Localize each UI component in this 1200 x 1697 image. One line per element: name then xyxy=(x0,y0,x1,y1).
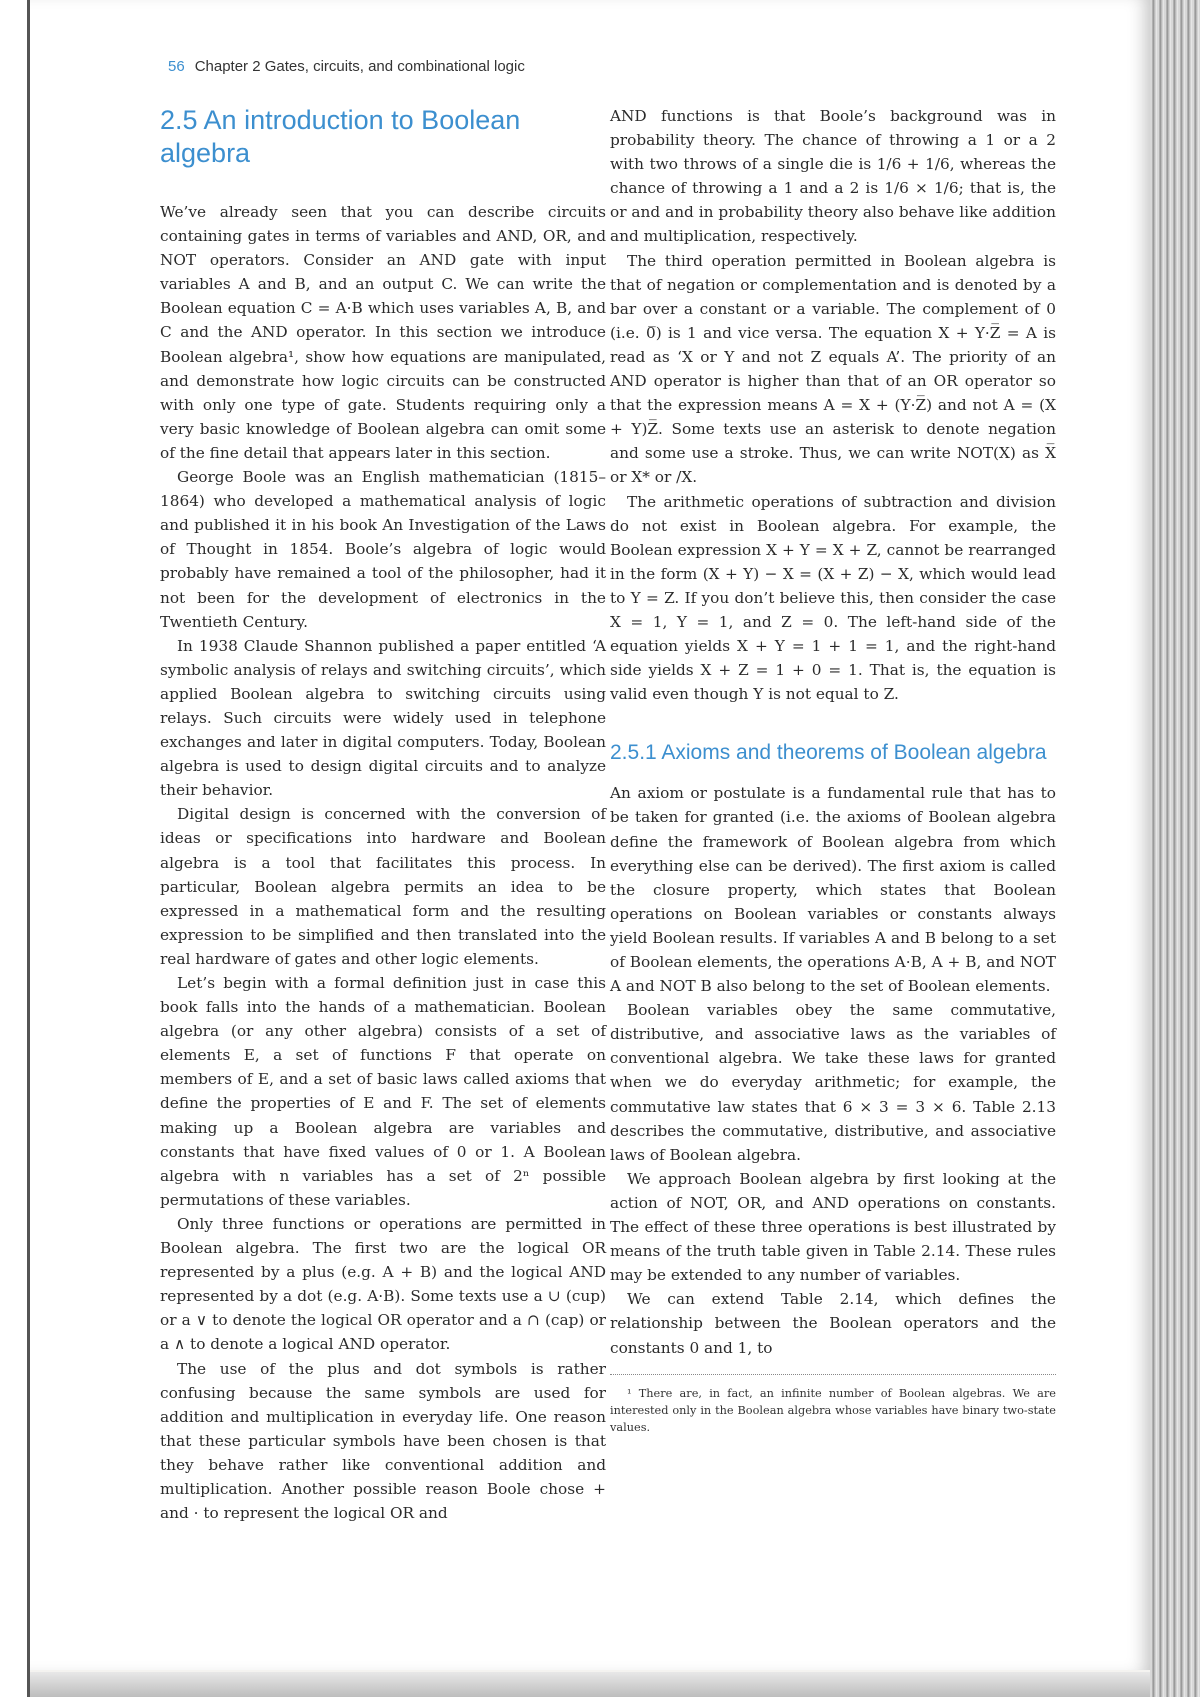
running-head xyxy=(168,58,525,75)
right-column xyxy=(610,104,1056,1436)
paragraph: The arithmetic operations of subtraction and division do not exist in Boolean algebra. For example, the Boolean expression X + Y = X + Z, cannot be rearranged in the form (X + Y) − X = (X + Z) − X, which would lead to Y = Z. If you don’t believe this, then consider the case X = 1, Y = 1, and Z = 0. The left-hand side of the equation yields X + Y = 1 + 1 = 1, and the right-hand side yields X + Z = 1 + 0 = 1. That is, the equation is valid even though Y is not equal to Z. xyxy=(610,492,1056,704)
paragraph: The third operation permitted in Boolean algebra is that of negation or complementation and is denoted by a bar over a constant or a variable. The complement of 0 (i.e. 0̅) is 1 and vice versa. The equation X + Y·Z̅ = A is read as ‘X or Y and not Z equals A’. The priority of an AND operator is higher than that of an OR operator so that the expression means A = X + (Y·Z̅) and not A = (X + Y)Z̅. Some texts use an asterisk to denote negation and some use a stroke. Thus, we can write NOT(X) as X̅ or X* or /X. xyxy=(610,251,1056,487)
paragraph: Let’s begin with a formal definition just in case this book falls into the hands of a mathematician. Boolean algebra (or any other algebra) consists of a set of elements E, a set of functions F that operate on members of E, and a set of basic laws called axioms that define the properties of E and F. The set of elements making up a Boolean algebra are variables and constants that have fixed values of 0 or 1. A Boolean algebra with n variables has a set of 2ⁿ possible permutations of these variables. xyxy=(160,974,606,1209)
left-column xyxy=(160,104,606,1525)
chapter-title: Chapter 2 Gates, circuits, and combinational logic xyxy=(194,58,525,75)
paragraph: The use of the plus and dot symbols is rather confusing because the same symbols are used for addition and multiplication in everyday life. One reason that these particular symbols have been chosen is that they behave rather like conventional addition and multiplication. Another possible reason Boole chose + and · to represent the logical OR and xyxy=(160,1359,606,1523)
paragraph: Only three functions or operations are permitted in Boolean algebra. The first two are the logical OR represented by a plus (e.g. A + B) and the logical AND represented by a dot (e.g. A·B). Some texts use a ∪ (cup) or a ∨ to denote the logical OR operator and a ∩ (cap) or a ∧ to denote a logical AND operator. xyxy=(160,1214,606,1354)
scan-left-edge xyxy=(0,0,30,1697)
page-number: 56 xyxy=(168,58,185,75)
footnote-divider xyxy=(610,1374,1056,1375)
paragraph: We approach Boolean algebra by first looking at the action of NOT, OR, and AND operations on constants. The effect of these three operations is best illustrated by means of the truth table given in Table 2.14. These rules may be extended to any number of variables. xyxy=(610,1169,1056,1285)
subsection-heading: 2.5.1 Axioms and theorems of Boolean algebra xyxy=(610,741,1047,765)
paragraph: We’ve already seen that you can describe circuits containing gates in terms of variables and AND, OR, and NOT operators. Consider an AND gate with input variables A and B, and an output C. We can write the Boolean equation C = A·B which uses variables A, B, and C and the AND operator. In this section we introduce Boolean algebra¹, show how equations are manipulated, and demonstrate how logic circuits can be constructed with only one type of gate. Students requiring only a very basic knowledge of Boolean algebra can omit some of the fine detail that appears later in this section. xyxy=(160,203,606,462)
paragraph: In 1938 Claude Shannon published a paper entitled ‘A symbolic analysis of relays and switching circuits’, which applied Boolean algebra to switching circuits using relays. Such circuits were widely used in telephone exchanges and later in digital computers. Today, Boolean algebra is used to design digital circuits and to analyze their behavior. xyxy=(160,636,606,800)
footnote: ¹ There are, in fact, an infinite number of Boolean algebras. We are interested only in the Boolean algebra whose variables have binary two-state values. xyxy=(610,1386,1056,1434)
paragraph: Digital design is concerned with the conversion of ideas or specifications into hardware and Boolean algebra is a tool that facilitates this process. In particular, Boolean algebra permits an idea to be expressed in a mathematical form and the resulting expression to be simplified and then translated into the real hardware of gates and other logic elements. xyxy=(160,805,606,968)
paragraph: An axiom or postulate is a fundamental rule that has to be taken for granted (i.e. the axioms of Boolean algebra define the framework of Boolean algebra from which everything else can be derived). The first axiom is called the closure property, which states that Boolean operations on Boolean variables or constants always yield Boolean results. If variables A and B belong to a set of Boolean elements, the operations A·B, A + B, and NOT A and NOT B also belong to the set of Boolean elements. xyxy=(610,784,1056,996)
paragraph: George Boole was an English mathematician (1815–1864) who developed a mathematical analysis of logic and published it in his book An Investigation of the Laws of Thought in 1854. Boole’s algebra of logic would probably have remained a tool of the philosopher, had it not been for the development of electronics in the Twentieth Century. xyxy=(160,468,606,631)
book-page xyxy=(30,0,1150,1670)
section-heading: 2.5 An introduction to Boolean algebra xyxy=(160,105,521,168)
paragraph: AND functions is that Boole’s background was in probability theory. The chance of throwing a 1 or a 2 with two throws of a single die is 1/6 + 1/6, whereas the chance of throwing a 1 and a 2 is 1/6 × 1/6; that is, the or and and in probability theory also behave like addition and multiplication, respectively. xyxy=(610,107,1056,246)
scan-right-edge xyxy=(1150,0,1200,1697)
scan-bottom-edge xyxy=(30,1672,1150,1697)
paragraph: Boolean variables obey the same commutative, distributive, and associative laws as the variables of conventional algebra. We take these laws for granted when we do everyday arithmetic; for example, the commutative law states that 6 × 3 = 3 × 6. Table 2.13 describes the commutative, distributive, and associative laws of Boolean algebra. xyxy=(610,1001,1056,1164)
paragraph: We can extend Table 2.14, which defines the relationship between the Boolean operators and the constants 0 and 1, to xyxy=(610,1290,1056,1357)
